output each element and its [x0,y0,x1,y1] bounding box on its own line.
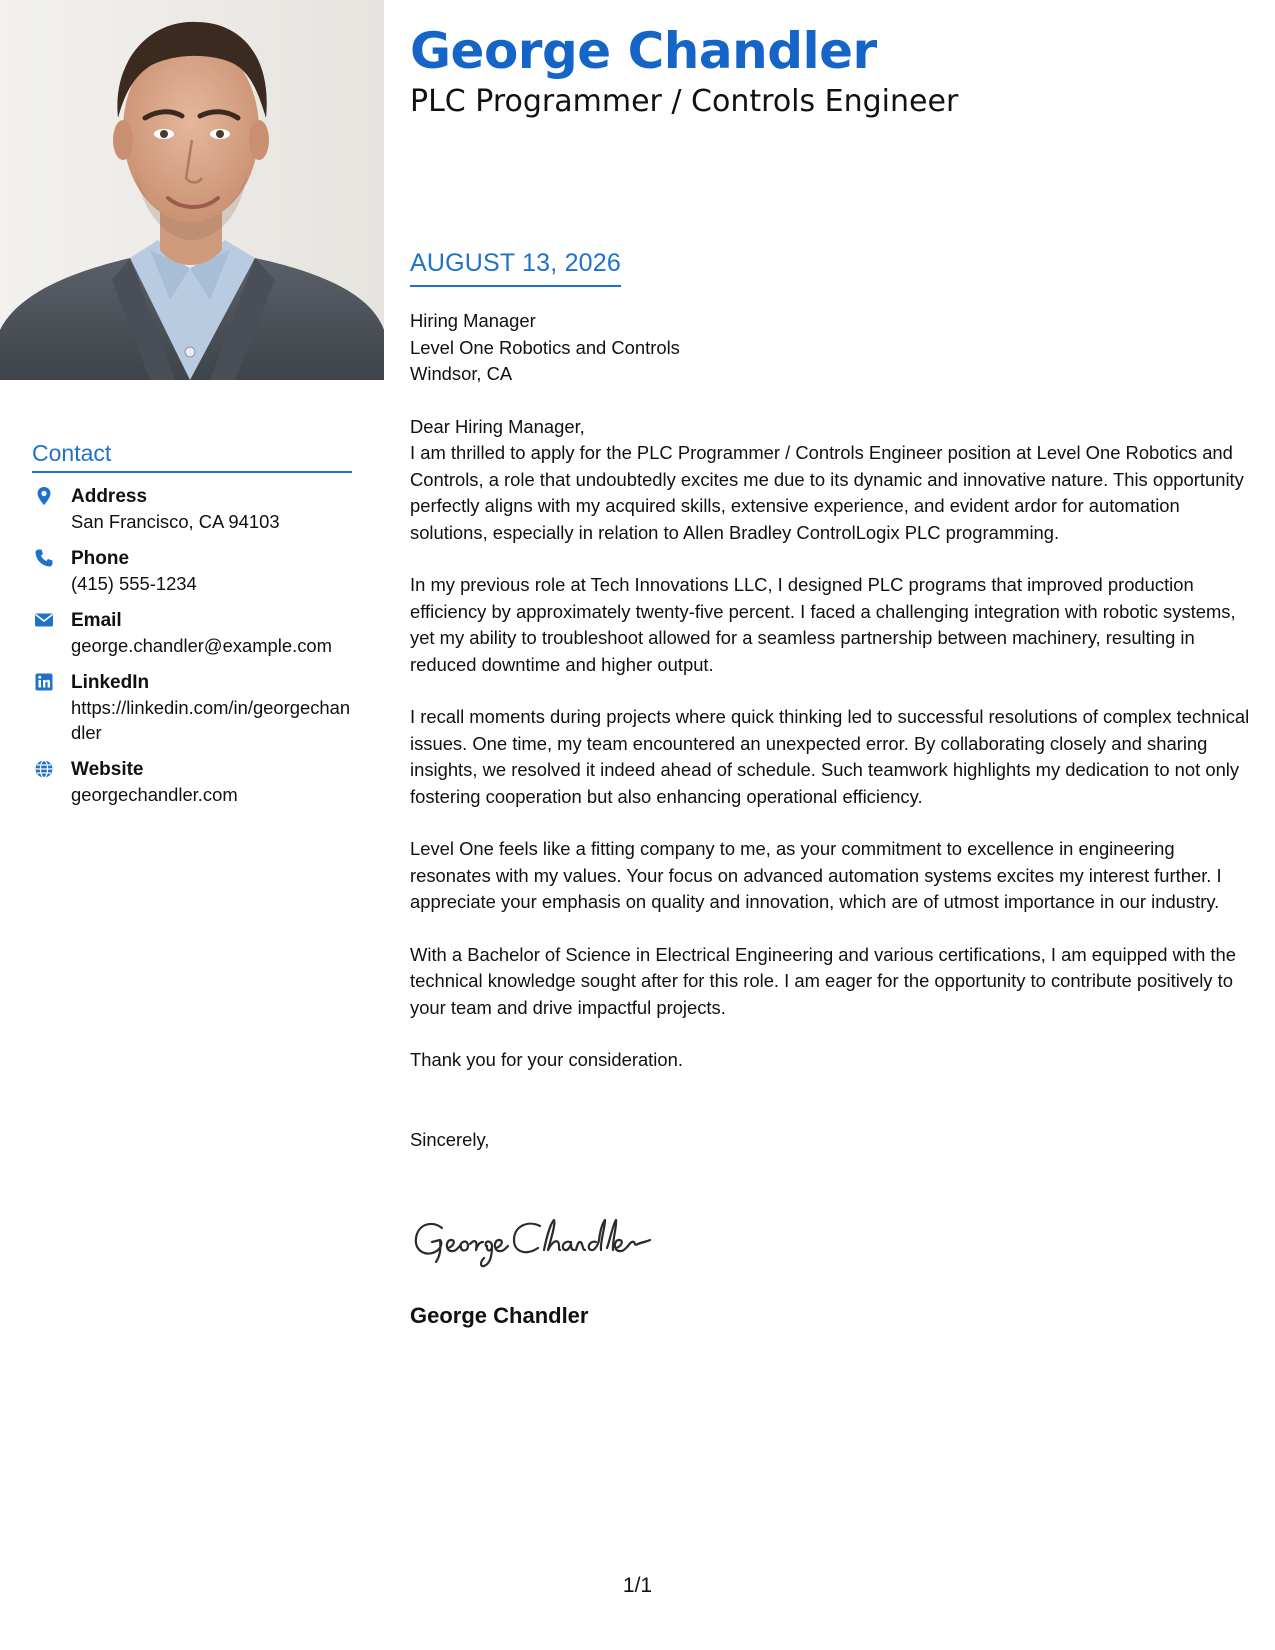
contact-list [32,484,352,819]
letter-date: AUGUST 13, 2026 [410,249,621,287]
contact-heading: Contact [32,440,352,473]
letter-paragraph: I recall moments during projects where quick thinking led to successful resolutions of complex technical issues. One time, my team encountered an unexpected error. By collaborating closely and sharing insights, we resolved it indeed ahead of schedule. Such teamwork highlights my dedication to not only fostering cooperation but also enhancing operational efficiency. [410,706,1250,807]
letter-body [410,308,1250,1153]
globe-icon [34,759,54,779]
contact-item-linkedin [32,670,352,745]
contact-item-address [32,484,352,534]
linkedin-icon [34,672,54,692]
contact-value: San Francisco, CA 94103 [71,511,280,532]
contact-label: Phone [71,548,130,569]
phone-icon [34,548,54,568]
contact-label: LinkedIn [71,672,150,693]
recipient-company: Level One Robotics and Controls [410,336,680,358]
contact-item-email [32,608,352,658]
location-pin-icon [34,486,54,506]
contact-value: (415) 555-1234 [71,573,197,594]
profile-photo [0,0,384,380]
letter-paragraph: I am thrilled to apply for the PLC Programmer / Controls Engineer position at Level One Robotics and Controls, a role that undoubtedly excites me due to its dynamic and innovative nature. This opportunity perfectly aligns with my acquired skills, extensive experience, and evident ardor for automation solutions, especially in relation to Allen Bradley ControlLogix PLC programming. [410,442,1244,543]
candidate-role: PLC Programmer / Controls Engineer [410,84,959,119]
contact-item-website [32,757,352,807]
envelope-icon [34,610,54,630]
contact-value[interactable]: https://linkedin.com/in/georgechandler [71,697,351,743]
contact-item-phone [32,546,352,596]
contact-label: Address [71,486,148,507]
letter-paragraph: In my previous role at Tech Innovations LLC, I designed PLC programs that improved production efficiency by approximately twenty-five percent. I faced a challenging integration with robotic systems, yet my ability to troubleshoot allowed for a seamless partnership between machinery, resulting in reduced downtime and higher output. [410,574,1236,675]
letter-closing: Sincerely, [410,1128,490,1150]
letter-date-block [410,249,621,287]
contact-label: Website [71,759,144,780]
page-number: 1/1 [622,1574,653,1597]
signer-name: George Chandler [410,1303,589,1328]
recipient-title: Hiring Manager [410,310,536,331]
candidate-name: George Chandler [410,22,877,80]
recipient-location: Windsor, CA [410,363,513,384]
handwritten-signature [410,1212,670,1277]
contact-value[interactable]: georgechandler.com [71,784,238,805]
salutation: Dear Hiring Manager, [410,415,585,437]
letter-paragraph: Level One feels like a fitting company to me, as your commitment to excellence in engineering resonates with my values. Your focus on advanced automation systems excites my interest further. I appreciate your emphasis on quality and innovation, which are of utmost importance in our industry. [410,838,1222,912]
contact-value: george.chandler@example.com [71,635,332,656]
letter-paragraph: Thank you for your consideration. [410,1049,683,1070]
recipient-block [410,308,1250,388]
letter-paragraph: With a Bachelor of Science in Electrical Engineering and various certifications, I am equipped with the technical knowledge sought after for this role. I am eager for the opportunity to contribute positively to your team and drive impactful projects. [410,943,1236,1018]
contact-label: Email [71,610,122,631]
